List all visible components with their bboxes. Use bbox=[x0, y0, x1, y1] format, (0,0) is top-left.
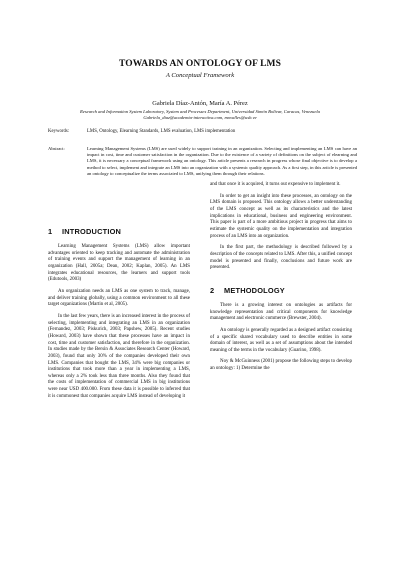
keywords-label: Keywords: bbox=[48, 129, 70, 134]
paragraph: In the first part, the methodology is described followed by a description of the concepts related to LMS. After this, a unified concept model is presented and finally, conclusions and future work are presented. bbox=[210, 245, 352, 271]
section-heading-introduction bbox=[48, 227, 190, 236]
section-number: 1 bbox=[48, 227, 53, 236]
paragraph: Learning Management Systems (LMS) allow important advantages oriented to keep tracking and automate the administration of training events and support the management of learning in an organization (Hall, 2005a; Dean, 2002; Kaplan, 2005). An LMS integrates educational resources, the learners and support tools (Edutools, 2003) bbox=[48, 244, 190, 283]
section-title: METHODOLOGY bbox=[224, 285, 285, 295]
abstract-text: Learning Management Systems (LMS) are used widely to support training in an organization. Selecting and implementing an LMS can have an impact in cost, time and customer satisfaction in the organization. Due to the existence of a variety of definitions on the subject of elearning and LMS, it is necessary a conceptual framework using an ontology. This article presents a research in progress whose final objective is to develop a method to select, implement and integrate an LMS into an organization with a systemic quality approach. As a first step, in this article is presented an ontology to conceptualize the terms associated to LMS, unifying them through their relations. bbox=[87, 146, 357, 176]
section-number: 2 bbox=[210, 285, 215, 295]
paragraph: In the last few years, there is an increased interest in the process of selecting, implementing and integrating an LMS in an organization (Fernandez, 2003; Piskurich, 2003; Papshew, 2005). Recent studies (Howard, 2003) have shown that these processes have an impact in cost, time and customer satisfaction, and therefore in the organization. In studies made by the Bersin & Associates Research Center (Howard, 2003), found that only 30% of the companies developed their own LMS. Companies that bought the LMS, 34% were big companies or institutions that took more than a year in implementing a LMS, whereas only a 2% took less than three months. Also they found that the costs of implementation of commercial LMS in big institutions were near USD 400.000. From these data it is possible to inferred that it is commonest that companies acquire LMS instead of developing it bbox=[48, 313, 190, 399]
abstract-label: Abstract: bbox=[48, 146, 65, 151]
section-title: INTRODUCTION bbox=[62, 227, 122, 236]
paper-subtitle: A Conceptual Framework bbox=[165, 72, 235, 79]
affiliation: Research and Information System Laboratory, System and Processes Department, Universidad Simón Bolívar, Caracas, Venezuela bbox=[80, 109, 320, 114]
section-heading-methodology bbox=[210, 286, 352, 295]
paragraph: An organization needs an LMS as one system to track, manage, and deliver training globally, using a common environment to all these target organizations (Martin et al, 2005). bbox=[48, 288, 190, 308]
paragraph: Noy & McGuinness (2001) propose the following steps to develop an ontology: 1) Determine the bbox=[210, 359, 352, 372]
paragraph: There is a growing interest on ontologies as artifacts for knowledge representation and critical components for knowledge management and electronic commerce (Brewster, 2004). bbox=[210, 302, 352, 322]
affiliation-block bbox=[50, 109, 350, 121]
left-column bbox=[48, 227, 190, 405]
paragraph-continuation: and that once it is acquired, it turns out expensive to implement it. bbox=[210, 182, 341, 187]
right-column bbox=[210, 182, 352, 378]
author-email: Gabriela_diaz@academia-interactiva.com, movalles@usb.ve bbox=[143, 115, 257, 121]
paper-title: TOWARDS AN ONTOLOGY OF LMS bbox=[118, 59, 282, 69]
paragraph: An ontology is generally regarded as a designed artifact consisting of a specific shared vocabulary used to describe entities in some domain of interest, as well as a set of assumptions about the intended meaning of the terms in the vocabulary (Guarino, 1998). bbox=[210, 327, 352, 353]
author-list: Gabriela Díaz-Antón, María A. Pérez bbox=[152, 100, 248, 107]
paragraph: In order to get an insight into these processes, an ontology on the LMS domain is proposed. This ontology allows a better understanding of the LMS concept as well as its characteristics and the latest implications in educational, business and engineering environment. This paper is part of a more ambitious project in progress that aims to estimate the systemic quality on the implementation and integration process of an LMS into an organization. bbox=[210, 193, 352, 239]
keywords-text: LMS, Ontology, Elearning Standards, LMS evaluation, LMS implementation bbox=[87, 129, 236, 134]
